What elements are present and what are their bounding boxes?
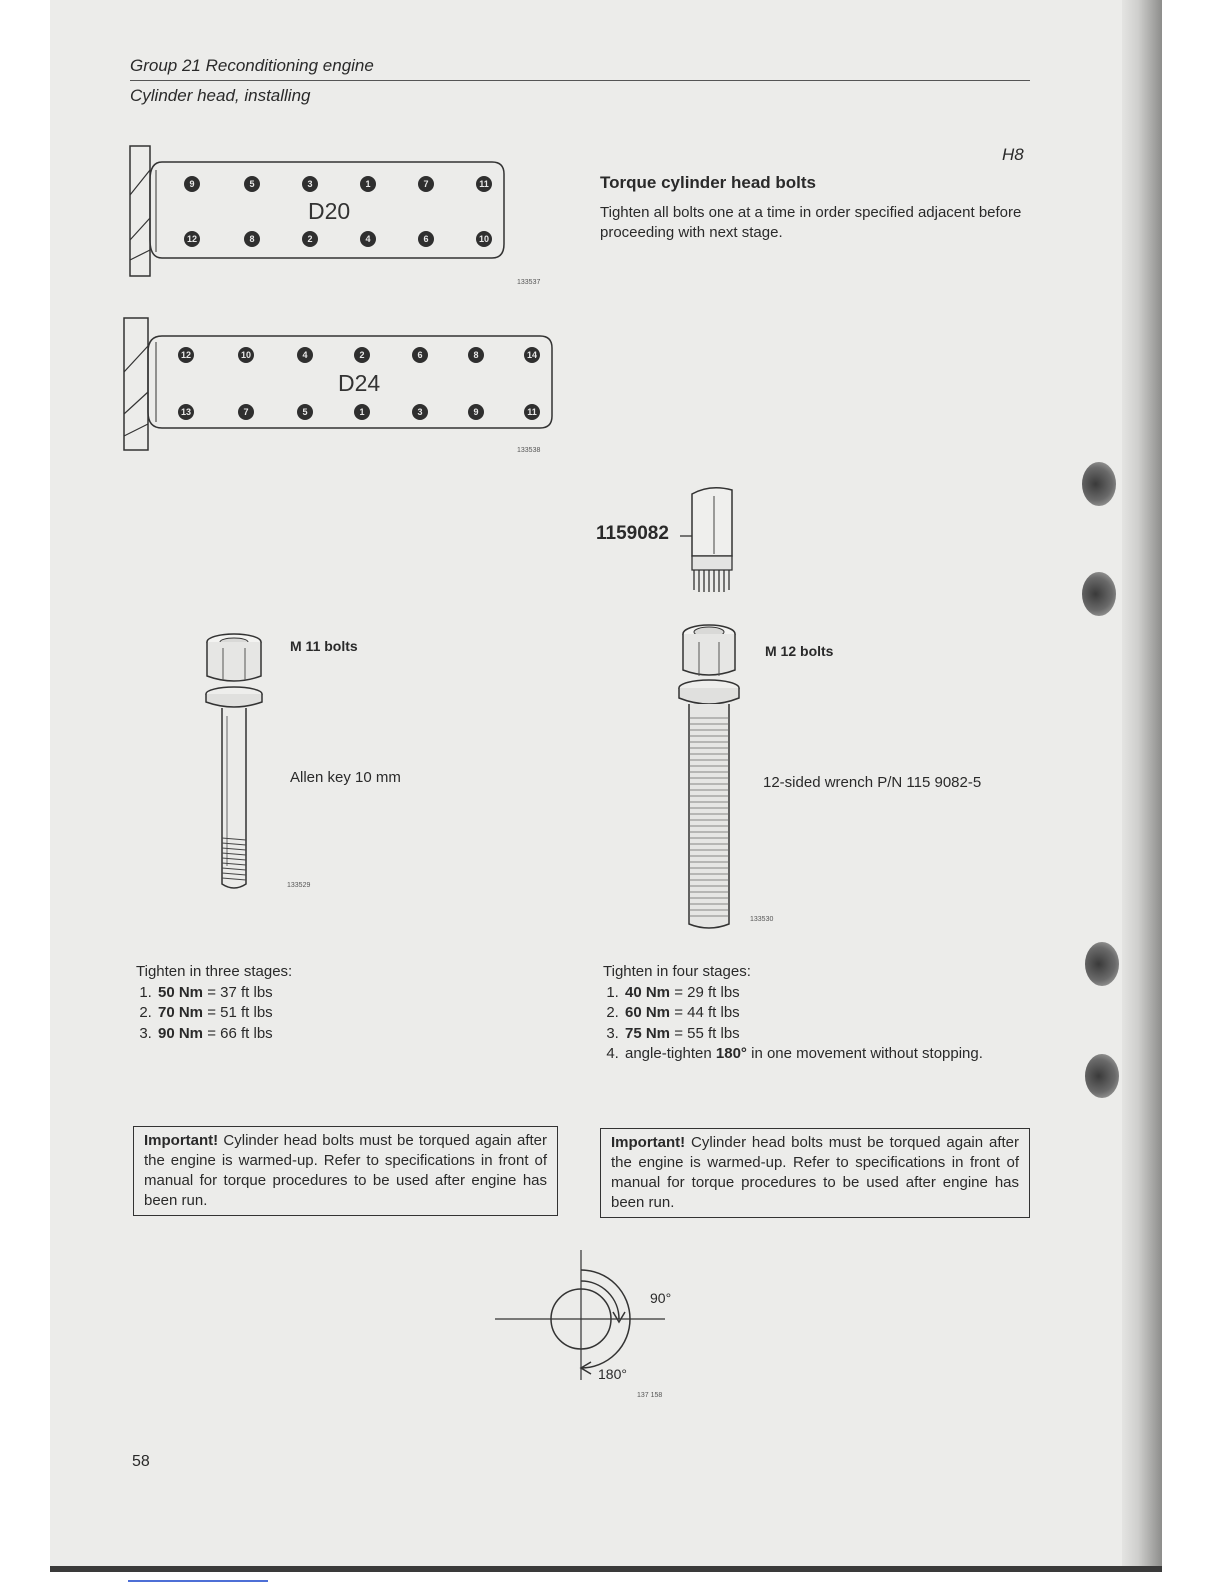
stage-rest: = 44 ft lbs: [670, 1004, 740, 1021]
bolt-number: 6: [418, 231, 434, 247]
stage-rest: = 55 ft lbs: [670, 1024, 740, 1042]
figure-number: 137 158: [637, 1392, 663, 1399]
page-number: 58: [132, 1453, 150, 1470]
m12-bolt-drawing: [675, 618, 755, 938]
angle-pre: angle-tighten: [625, 1045, 716, 1062]
bolt-number: 9: [468, 404, 484, 420]
stage-item: [623, 1003, 1033, 1024]
figure-number: 133530: [750, 916, 774, 923]
bolt-number: 1: [354, 404, 370, 420]
stage-item: [156, 983, 556, 1004]
m12-label: M 12 bolts: [765, 643, 834, 659]
bolt-number: 2: [354, 347, 370, 363]
bolt-number: 4: [360, 231, 376, 247]
bolt-number: 8: [468, 347, 484, 363]
angle-90-label: 90°: [650, 1290, 672, 1306]
bolt-number: 10: [238, 347, 254, 363]
stage-item: [623, 1044, 1033, 1065]
bolt-number: 11: [476, 176, 492, 192]
stage-item: [623, 983, 1033, 1004]
stage-torque: 70 Nm: [158, 1004, 204, 1021]
stage-item: [623, 1024, 1033, 1045]
stage-rest: = 51 ft lbs: [203, 1004, 273, 1021]
bolt-number: 6: [412, 347, 428, 363]
figure-number: 133537: [517, 279, 541, 286]
stage-torque: 75 Nm: [625, 1024, 671, 1042]
angle-value: 180°: [715, 1045, 747, 1062]
bolt-number: 11: [524, 404, 540, 420]
bolt-number: 3: [302, 176, 318, 192]
angle-diagram: [495, 1248, 675, 1388]
stage-rest: = 66 ft lbs: [203, 1024, 273, 1042]
figure-number: 133538: [517, 447, 541, 454]
angle-180-label: 180°: [598, 1366, 627, 1382]
header-group: Group 21 Reconditioning engine: [130, 56, 374, 75]
binder-hole: [1082, 462, 1116, 506]
m12-tool: 12-sided wrench P/N 115 9082-5: [763, 774, 982, 791]
figure-number: 133529: [287, 882, 311, 889]
bolt-number: 12: [178, 347, 194, 363]
m11-bolt-drawing: [195, 626, 275, 906]
bolt-number: 13: [178, 404, 194, 420]
scan-edge: [50, 1566, 1162, 1572]
page-code: H8: [1002, 145, 1024, 164]
binder-hole: [1085, 942, 1119, 986]
bolt-number: 5: [297, 404, 313, 420]
important-note-right: [600, 1128, 1030, 1218]
bolt-number: 3: [412, 404, 428, 420]
important-text: Cylinder head bolts must be torqued again after the engine is warmed-up. Refer to specifications in front of manual for torque procedures to be used after engine has been run.: [144, 1132, 547, 1209]
angle-post: in one movement without stopping.: [746, 1045, 983, 1062]
stage-torque: 90 Nm: [158, 1024, 204, 1042]
stage-rest: = 37 ft lbs: [203, 983, 273, 1001]
bolt-number: 8: [244, 231, 260, 247]
stage-torque: 50 Nm: [158, 983, 204, 1001]
engine-label: D20: [308, 198, 351, 224]
d24-diagram: [120, 312, 560, 462]
bolt-number: 2: [302, 231, 318, 247]
binder-hole: [1085, 1054, 1119, 1098]
binder-shadow: [1122, 0, 1162, 1570]
section-title: Torque cylinder head bolts: [600, 173, 816, 192]
bolt-number: 7: [238, 404, 254, 420]
header-rule: [130, 80, 1030, 81]
important-text: Cylinder head bolts must be torqued again after the engine is warmed-up. Refer to specifications in front of manual for torque procedures to be used after engine has been run.: [611, 1134, 1019, 1211]
section-body: Tighten all bolts one at a time in order specified adjacent before proceeding with next stage.: [600, 204, 1022, 241]
stages-right: [603, 962, 1033, 1065]
m11-tool: Allen key 10 mm: [290, 769, 401, 786]
important-lead: Important!: [611, 1134, 686, 1151]
important-lead: Important!: [144, 1132, 219, 1149]
m11-label: M 11 bolts: [290, 638, 358, 654]
stage-torque: 40 Nm: [625, 983, 671, 1001]
stage-rest: = 29 ft lbs: [670, 983, 740, 1001]
d20-diagram: [120, 140, 560, 290]
bolt-number: 14: [524, 347, 540, 363]
bolt-number: 10: [476, 231, 492, 247]
link-underline[interactable]: [128, 1580, 268, 1582]
stages-intro: Tighten in three stages:: [136, 963, 293, 980]
stage-item: [156, 1003, 556, 1024]
engine-label: D24: [338, 370, 381, 396]
stage-item: [156, 1024, 556, 1045]
page-margin: [1162, 0, 1224, 1584]
bolt-number: 4: [297, 347, 313, 363]
tool-number: 1159082: [596, 523, 669, 544]
binder-hole: [1082, 572, 1116, 616]
bolt-number: 12: [184, 231, 200, 247]
bolt-number: 5: [244, 176, 260, 192]
bolt-number: 9: [184, 176, 200, 192]
header-subtitle: Cylinder head, installing: [130, 86, 311, 105]
wrench-tool-drawing: [680, 484, 750, 596]
bolt-number: 1: [360, 176, 376, 192]
stage-torque: 60 Nm: [625, 1004, 671, 1021]
important-note-left: [133, 1126, 558, 1216]
bolt-number: 7: [418, 176, 434, 192]
stages-left: [136, 962, 556, 1044]
stages-intro: Tighten in four stages:: [603, 963, 751, 980]
